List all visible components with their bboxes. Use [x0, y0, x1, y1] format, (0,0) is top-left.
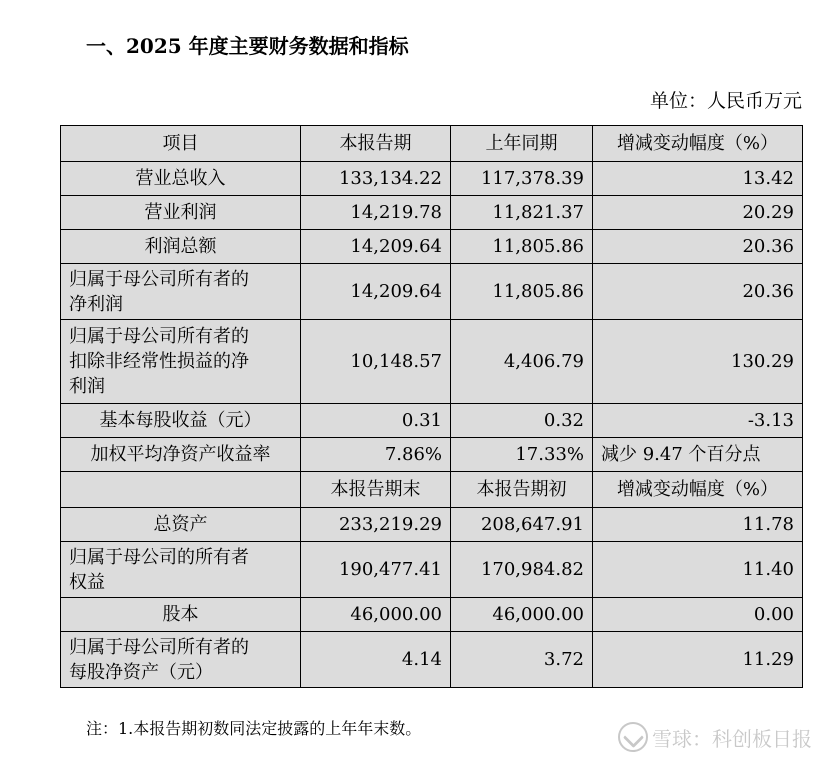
table-row: [61, 632, 803, 688]
prior-value: 3.72: [451, 632, 593, 688]
row-label: [61, 404, 301, 438]
row-label-line: 归属于母公司所有者的: [69, 268, 249, 290]
current-value: 14,209.64: [301, 264, 451, 320]
prior-value: 208,647.91: [451, 508, 593, 542]
table-row: [61, 162, 803, 196]
current-value: 7.86%: [301, 438, 451, 472]
row-label-line: 利润总额: [144, 236, 217, 257]
prior-value: 46,000.00: [451, 598, 593, 632]
header-cell: 本报告期末: [301, 472, 451, 508]
change-value: 0.00: [593, 598, 803, 632]
row-label-line: 归属于母公司的所有者: [69, 546, 249, 568]
current-value: 133,134.22: [301, 162, 451, 196]
current-value: 46,000.00: [301, 598, 451, 632]
current-value: 10,148.57: [301, 320, 451, 404]
row-label-line: 归属于母公司所有者的: [69, 326, 249, 347]
current-value: 190,477.41: [301, 542, 451, 598]
header-cell: 项目: [61, 126, 301, 162]
section-title: 一、2025 年度主要财务数据和指标: [86, 34, 409, 58]
change-value: 11.40: [593, 542, 803, 598]
row-label-line: 营业总收入: [135, 168, 226, 189]
table-row: [61, 508, 803, 542]
row-label: [61, 264, 301, 320]
row-label: [61, 632, 301, 688]
table-row: [61, 264, 803, 320]
row-label-line: 归属于母公司所有者的: [69, 636, 249, 658]
header-cell: [61, 472, 301, 508]
change-value: 11.29: [593, 632, 803, 688]
row-label-line: 股本: [162, 604, 199, 625]
row-label-line: 净利润: [69, 293, 123, 315]
change-value: 130.29: [593, 320, 803, 404]
row-label-line: 营业利润: [144, 202, 217, 223]
footnote: 注：1.本报告期初数同法定披露的上年年末数。: [86, 719, 422, 738]
row-label: [61, 230, 301, 264]
unit-label: 单位：人民币万元: [649, 90, 802, 112]
table-row: [61, 230, 803, 264]
prior-value: 0.32: [451, 404, 593, 438]
prior-value: 4,406.79: [451, 320, 593, 404]
prior-value: 170,984.82: [451, 542, 593, 598]
row-label: [61, 508, 301, 542]
row-label-line: 总资产: [153, 514, 208, 535]
row-label: [61, 162, 301, 196]
current-value: 4.14: [301, 632, 451, 688]
prior-value: 117,378.39: [451, 162, 593, 196]
prior-value: 11,805.86: [451, 264, 593, 320]
row-label: [61, 598, 301, 632]
current-value: 14,209.64: [301, 230, 451, 264]
watermark: [618, 722, 812, 752]
header-cell: 本报告期: [301, 126, 451, 162]
change-value: 20.29: [593, 196, 803, 230]
row-label: [61, 320, 301, 404]
row-label-line: 加权平均净资产收益率: [90, 444, 271, 465]
snowball-logo-icon: [618, 722, 648, 752]
table-row: [61, 598, 803, 632]
change-value: 11.78: [593, 508, 803, 542]
header-row-balance: [61, 472, 803, 508]
row-label-line: 扣除非经常性损益的净: [69, 351, 249, 372]
current-value: 233,219.29: [301, 508, 451, 542]
table-row: [61, 320, 803, 404]
prior-value: 11,805.86: [451, 230, 593, 264]
row-label-line: 每股净资产（元）: [69, 661, 213, 683]
row-label: [61, 542, 301, 598]
header-cell: 上年同期: [451, 126, 593, 162]
header-cell: 增减变动幅度（%）: [593, 472, 803, 508]
change-value: -3.13: [593, 404, 803, 438]
header-cell: 本报告期初: [451, 472, 593, 508]
watermark-text: 雪球：科创板日报: [652, 726, 812, 751]
row-label: [61, 196, 301, 230]
header-row: [61, 126, 803, 162]
table-row: [61, 542, 803, 598]
change-value: 20.36: [593, 264, 803, 320]
row-label: [61, 438, 301, 472]
table-row: [61, 404, 803, 438]
change-value: 20.36: [593, 230, 803, 264]
current-value: 14,219.78: [301, 196, 451, 230]
current-value: 0.31: [301, 404, 451, 438]
table-row: [61, 438, 803, 472]
table-row: [61, 196, 803, 230]
prior-value: 17.33%: [451, 438, 593, 472]
header-cell: 增减变动幅度（%）: [593, 126, 803, 162]
row-label-line: 利润: [69, 376, 105, 397]
financial-table: [60, 125, 803, 688]
row-label-line: 基本每股收益（元）: [99, 410, 262, 431]
change-value: 减少 9.47 个百分点: [593, 438, 803, 472]
row-label-line: 权益: [69, 571, 105, 593]
change-value: 13.42: [593, 162, 803, 196]
prior-value: 11,821.37: [451, 196, 593, 230]
